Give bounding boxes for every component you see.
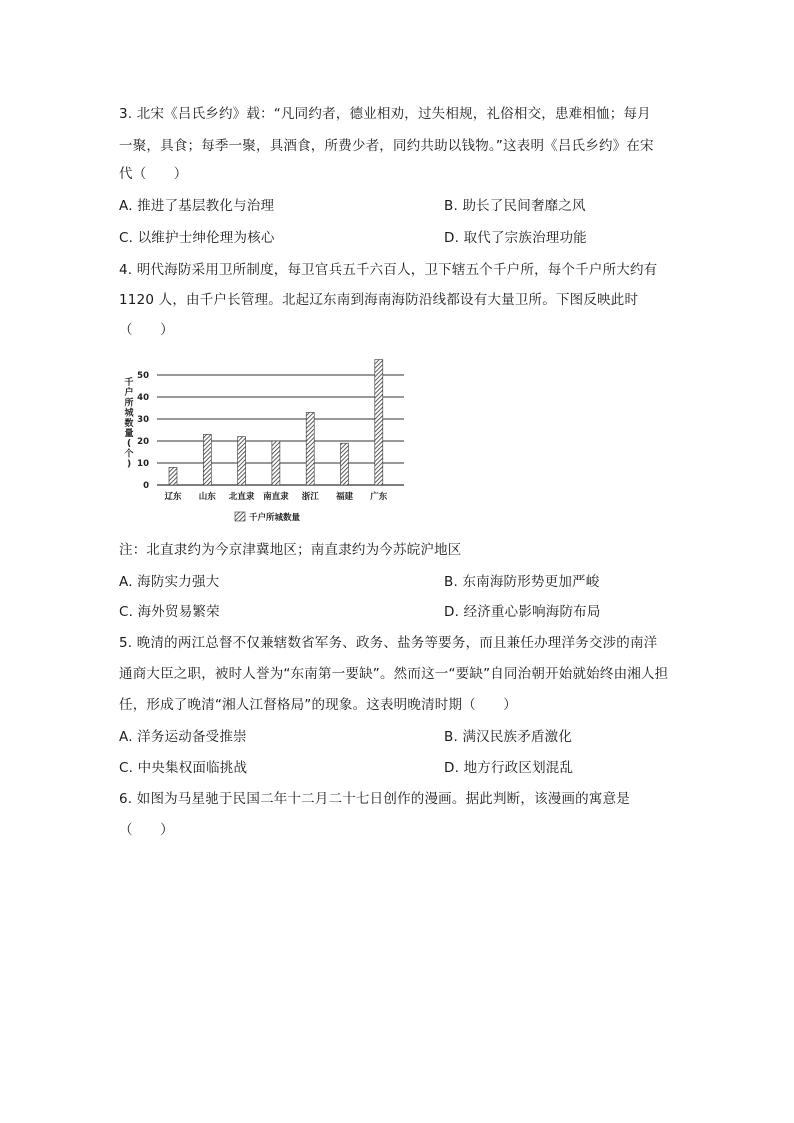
x-tick-label: 北直隶 [228,492,255,502]
q4-option-a: A. 海防实力强大 [119,574,220,590]
q4-stem-line-1: 4. 明代海防采用卫所制度，每卫官兵五千六百人，卫下辖五个千户所，每个千户所大约有 [119,262,658,278]
q5-option-b: B. 满汉民族矛盾激化 [444,729,573,745]
q5-stem-line-2: 通商大臣之职，被时人誉为“东南第一要缺”。然而这一“要缺”自同治朝开始就始终由湘人担 [119,666,669,682]
chart-legend [235,512,301,523]
q4-stem-line-2: 1120 人，由千户长管理。北起辽东南到海南海防沿线都设有大量卫所。下图反映此时 [119,292,639,308]
chart-svg [119,352,404,527]
q5-option-a: A. 洋务运动备受推崇 [119,729,247,745]
q6-stem-line-2: （ ） [119,822,174,838]
y-tick-label: 40 [137,393,149,403]
q3-option-b: B. 助长了民间奢靡之风 [444,198,586,214]
q3-stem-line-3: 代（ ） [119,166,188,182]
bar-辽东 [169,467,177,485]
q3-option-a: A. 推进了基层教化与治理 [119,198,275,214]
x-tick-label: 浙江 [301,492,319,502]
y-tick-label: 50 [137,371,149,381]
chart-y-axis-label: 千户所城数量(个) [124,378,134,470]
bar-福建 [341,443,349,485]
x-tick-label: 广东 [370,492,388,502]
x-tick-label: 南直隶 [263,492,289,502]
legend-swatch [235,512,245,521]
q5-stem-line-1: 5. 晚清的两江总督不仅兼辖数省军务、政务、盐务等要务，而且兼任办理洋务交涉的南洋 [119,635,658,651]
legend-label: 千户所城数量 [249,513,301,523]
bar-北直隶 [238,437,246,485]
q4-note: 注：北直隶约为今京津冀地区；南直隶约为今苏皖沪地区 [119,542,462,558]
q4-option-d: D. 经济重心影响海防布局 [444,604,601,620]
bar-浙江 [306,412,314,485]
q5-stem-line-3: 任，形成了晚清“湘人江督格局”的现象。这表明晚清时期（ ） [119,697,517,713]
y-tick-label: 20 [137,437,149,447]
x-tick-label: 辽东 [164,492,182,502]
q3-option-c: C. 以维护士绅伦理为核心 [119,230,275,246]
q3-option-d: D. 取代了宗族治理功能 [444,230,587,246]
q5-option-c: C. 中央集权面临挑战 [119,760,248,776]
q3-stem-line-2: 一聚，具食；每季一聚，具酒食，所费少者，同约共助以钱物。”这表明《吕氏乡约》在宋 [119,138,654,154]
q6-stem-line-1: 6. 如图为马星驰于民国二年十二月二十七日创作的漫画。据此判断，该漫画的寓意是 [119,791,630,807]
q5-option-d: D. 地方行政区划混乱 [444,760,574,776]
fort-count-bar-chart [119,352,404,527]
bar-山东 [203,434,211,485]
q4-option-b: B. 东南海防形势更加严峻 [444,574,600,590]
y-tick-label: 30 [137,415,149,425]
y-tick-label: 10 [137,459,149,469]
y-tick-label: 0 [143,481,149,491]
bar-南直隶 [272,441,280,485]
q3-stem-line-1: 3. 北宋《吕氏乡约》载：“凡同约者，德业相劝，过失相规，礼俗相交，患难相恤；每月 [119,106,651,122]
q4-option-c: C. 海外贸易繁荣 [119,604,220,620]
x-tick-label: 福建 [335,492,354,502]
bar-广东 [375,360,383,485]
x-tick-label: 山东 [198,492,216,502]
q4-stem-line-3: （ ） [119,322,174,338]
